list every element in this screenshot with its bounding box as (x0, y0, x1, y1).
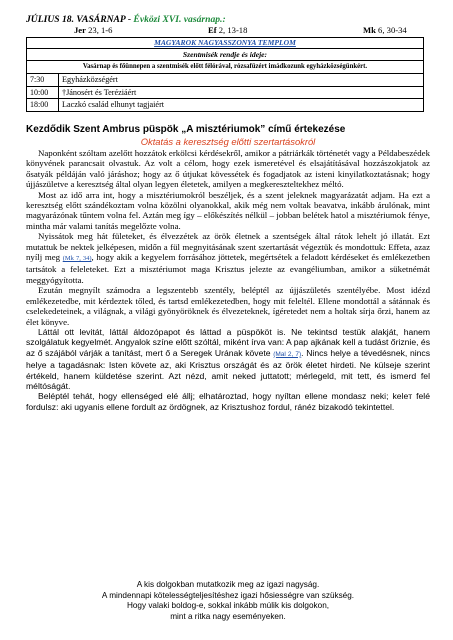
quote-line: A kis dolgokban mutatkozik meg az igazi nagyság. (136, 580, 320, 589)
mass-schedule-table (26, 37, 424, 112)
quote-line: mint a ritka nagy eseményeken. (170, 611, 286, 621)
mass-intention: Laczkó család elhunyt tagjaiért (62, 100, 165, 110)
mass-order-title: Szentmisék rendje és ideje: (27, 49, 423, 61)
reading-2-ref: 2, 13-18 (218, 25, 248, 35)
scripture-link[interactable]: (Mal 2, 7) (273, 350, 302, 358)
paragraph: Most az idő arra int, hogy a misztériumokról beszéljek, és a szent jeleknek magyarázatát adjam. Ha ezt a keresztség előtt szándékoztam volna közölni olyanokkal, akik még nem voltak beavatva, inkább árulónak, mint magyarázónak tűntem volna fel. Aztán meg így – előkészítés nélkül – jobban belétek hatol a misztériumok fénye, mintha már valami tanítás megelőzte volna. (26, 189, 430, 231)
reading-2 (208, 25, 247, 35)
paragraph: Naponként szóltam azelőtt hozzátok erkölcsi kérdésekről, amikor a pátriárkák történetét vagy a Példabeszédek könyvének parancsait olvastuk. Az volt a célom, hogy ezek ismeretével és elsajátításával hozzászokjatok az ősatyák példáján való járáshoz; hogy az ő útjukat kövessétek és fogadjatok az isteni kinyilatkoztatásnak; hogy újjászületve a keresztség által olyan legyen életetek, amilyen a megkereszteltekhez méltó. (26, 148, 430, 190)
mass-intention: Egyházközségért (62, 75, 118, 84)
mass-intention: †Jánosért és Teréziáért (62, 87, 137, 97)
date-text: JÚLIUS 18. VASÁRNAP - (26, 14, 134, 25)
paragraph: Ezután megnyílt számodra a legszentebb szentély, beléptél az újjászületés szentélyébe. Most idézd emlékezetedbe, mit kérdeztek tőled, és tartsd emlékezetedben, hogy mit feleltél. Ellene mondottál a sátánnak és cselekedeteinek, a világnak, a világi gyönyöröknek és élvezeteknek, ígéretedet nem a holtak sírja őrzi, hanem az élet könyve. (26, 285, 430, 327)
mass-row (27, 99, 423, 111)
paragraph (26, 231, 430, 285)
quote-line: Hogy valaki boldog-e, sokkal inkább múlik kis dolgokon, (126, 601, 330, 611)
scripture-link[interactable]: (Mk 7, 34) (62, 255, 92, 263)
mass-time: 18:00 (27, 99, 59, 111)
rosary-note: Vasárnap és főünnepen a szentmisék előtt félórával, rózsafüzért imádkozunk egyházközségünkért. (27, 61, 423, 74)
article-title: Kezdődik Szent Ambrus püspök „A misztériumok” című értekezése (26, 124, 346, 135)
paragraph-text: Láttál ott levitát, láttál áldozópapot és láttad a püspököt is. Ne tekintsd testük alakját, hanem szolgálatuk kegyelmét. Angyalok színe előtt szóltál, miként írva van: A pap ajkának kell a tudást őriznie, és az ő szájából várják a tanítást, mert ő a Seregek Urának követe (26, 326, 430, 358)
paragraph-text: Nyissátok meg hát fületeket, és élvezzétek az örök életnek a szentségek által rátok lehelt jó illatát. Ezt mutattuk be nektek jelképesen, midőn a fül megnyitásának szent szertartását végeztük és mondottuk: Effeta, azaz nyílj meg (26, 231, 430, 263)
reading-1 (74, 25, 112, 35)
reading-3-book: Mk (363, 25, 376, 35)
sunday-name: Évközi XVI. vasárnap.: (133, 14, 226, 25)
reading-3-ref: 6, 30-34 (378, 25, 407, 35)
article-body (26, 148, 430, 412)
readings-line (26, 25, 430, 36)
mass-time: 10:00 (27, 87, 59, 99)
footer-quotes (26, 580, 430, 622)
paragraph-text: , hogy akik a kegyelem forrásához jöttetek, megértsétek a feladott kérdéseket és emlékezetben tartsátok a feleleteket. Ezt a misztériumot maga Krisztus jelezte az evangéliumban, amikor a süketnémát meggyógyította. (26, 252, 430, 285)
reading-2-book: Ef (208, 25, 217, 35)
date-line (26, 14, 430, 25)
reading-1-ref: 23, 1-6 (88, 25, 113, 35)
article-subtitle: Oktatás a keresztség előtti szertartásokról (140, 136, 316, 147)
mass-row (27, 74, 423, 87)
mass-row (27, 87, 423, 100)
church-name: MAGYAROK NAGYASSZONYA TEMPLOM (27, 38, 423, 49)
date-header (26, 14, 430, 36)
paragraph: Beléptél tehát, hogy ellenséged elé állj; elhatároztad, hogy nyíltan ellene mondasz neki; keleт felé fordulsz: aki ugyanis ellene fordult az ördögnek, az Krisztushoz fordul, ránéz bizakodó tekintettel. (26, 391, 430, 412)
mass-time: 7:30 (27, 74, 59, 86)
quote-line: A mindennapi kötelességteljesítéshez igazi hősiességre van szükség. (101, 590, 355, 600)
reading-1-book: Jer (74, 25, 86, 35)
paragraph-text: . Nincs helye a tévedésnek, nincs helye a tagadásnak: Isten követe az, aki Krisztus országát és az örök életet hirdeti. Ne külseje szerint értékeld, hanem küldetése szerint. Azt nézd, amit neked juttatott; mérlegeld, mit tett, és ismerd fel méltóságát. (26, 347, 431, 391)
paragraph (26, 327, 430, 391)
reading-3 (363, 25, 407, 35)
